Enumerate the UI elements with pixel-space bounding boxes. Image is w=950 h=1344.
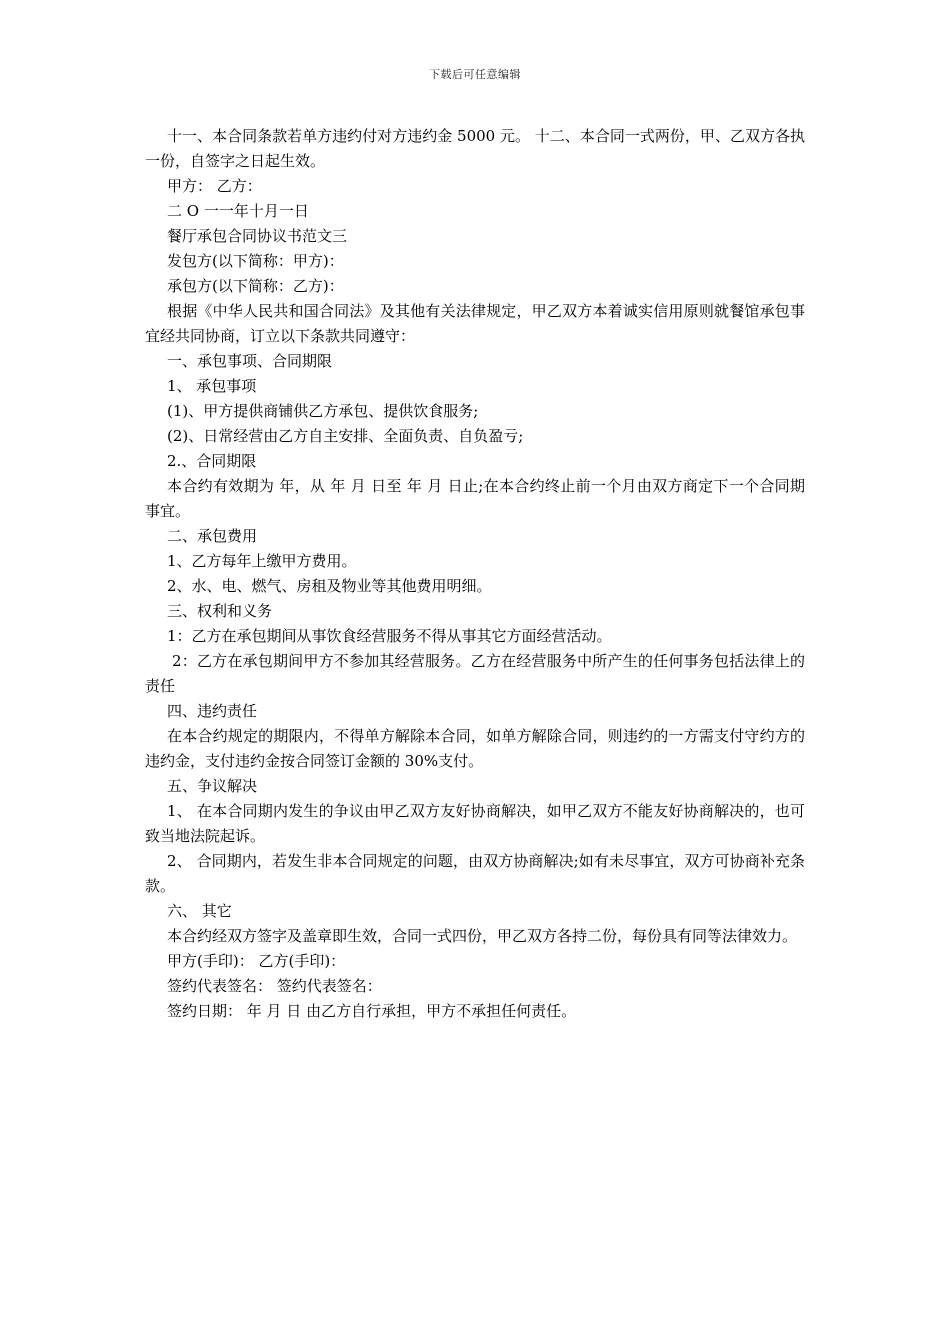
paragraph: (2)、日常经营由乙方自主安排、全面负责、自负盈亏; xyxy=(167,427,524,445)
paragraph: 根据《中华人民共和国合同法》及其他有关法律规定，甲乙双方本着诚实信用原则就餐馆承包事宜经共同协商，订立以下条款共同遵守： xyxy=(145,302,805,345)
paragraph: 在本合约规定的期限内，不得单方解除本合同，如单方解除合同，则违约的一方需支付守约方的违约金，支付违约金按合同签订金额的 30%支付。 xyxy=(145,727,805,770)
section-heading: 五、争议解决 xyxy=(167,777,258,795)
paragraph: 甲方： 乙方： xyxy=(167,177,262,195)
paragraph: 二 O 一一年十月一日 xyxy=(167,202,309,220)
section-heading: 三、权利和义务 xyxy=(167,602,273,620)
section-heading: 二、承包费用 xyxy=(167,527,258,545)
document-body xyxy=(145,124,805,1024)
paragraph: 1、乙方每年上缴甲方费用。 xyxy=(167,552,357,570)
signature-line: 甲方(手印)： 乙方(手印)： xyxy=(167,952,346,970)
paragraph: 2、水、电、燃气、房租及物业等其他费用明细。 xyxy=(167,577,492,595)
paragraph: 承包方(以下简称：乙方)： xyxy=(167,277,344,295)
paragraph: 2.、合同期限 xyxy=(167,452,257,470)
section-heading: 六、 其它 xyxy=(167,902,232,920)
paragraph: 1、 在本合同期内发生的争议由甲乙双方友好协商解决，如甲乙双方不能友好协商解决的，也可致当地法院起诉。 xyxy=(145,802,805,845)
paragraph: 十一、本合同条款若单方违约付对方违约金 5000 元。 十二、本合同一式两份，甲、乙双方各执一份，自签字之日起生效。 xyxy=(145,127,805,170)
paragraph: 发包方(以下简称：甲方)： xyxy=(167,252,344,270)
paragraph: 本合约经双方签字及盖章即生效，合同一式四份，甲乙双方各持二份，每份具有同等法律效力。 xyxy=(167,927,798,945)
signature-date-line: 签约日期： 年 月 日 由乙方自行承担，甲方不承担任何责任。 xyxy=(167,1002,577,1020)
section-heading: 一、承包事项、合同期限 xyxy=(167,352,333,370)
paragraph: 2、 合同期内，若发生非本合同规定的问题，由双方协商解决;如有未尽事宜，双方可协商补充条款。 xyxy=(145,852,805,895)
paragraph: 1、 承包事项 xyxy=(167,377,257,395)
paragraph: 本合约有效期为 年，从 年 月 日至 年 月 日止;在本合约终止前一个月由双方商定下一个合同期事宜。 xyxy=(145,477,805,520)
paragraph: 1：乙方在承包期间从事饮食经营服务不得从事其它方面经营活动。 xyxy=(167,627,612,645)
paragraph: 2：乙方在承包期间甲方不参加其经营服务。乙方在经营服务中所产生的任何事务包括法律上的责任 xyxy=(145,652,805,695)
page-header: 下载后可任意编辑 xyxy=(429,68,521,81)
section-heading: 四、违约责任 xyxy=(167,702,258,720)
document-title: 餐厅承包合同协议书范文三 xyxy=(167,227,348,245)
signature-line: 签约代表签名： 签约代表签名： xyxy=(167,977,382,995)
paragraph: (1)、甲方提供商铺供乙方承包、提供饮食服务; xyxy=(167,402,479,420)
